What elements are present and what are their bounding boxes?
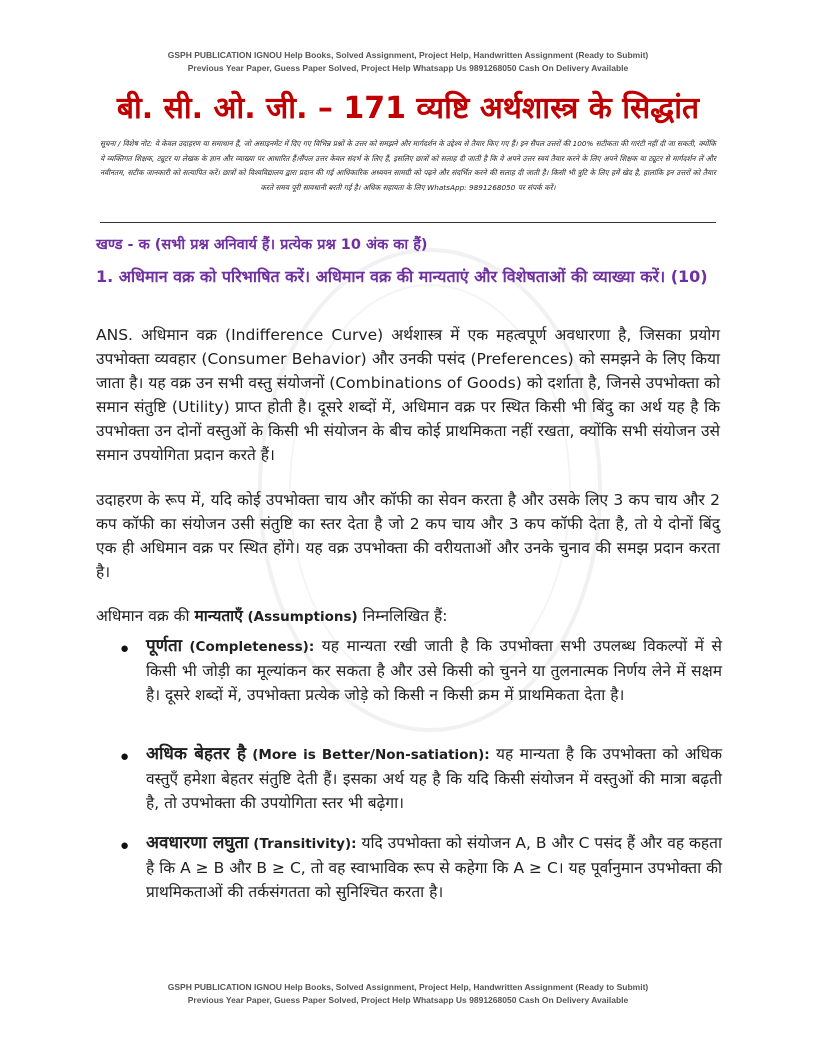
bullet-icon: ●	[120, 640, 130, 657]
assumptions-suffix: निम्नलिखित हैं:	[357, 607, 448, 625]
bullet-icon: ●	[120, 837, 130, 854]
disclaimer-notice: सूचना / विशेष नोट: ये केवल उदाहरण या समाधान हैं, जो असाइनमेंट में दिए गए विभिन्न प्रश्नों के उत्तर को समझने और मार्गदर्शन के उद्देश्य से तैयार किए गए हैं। इन सैंपल उत्तरों की 100% सटीकता की गारंटी नहीं दी जा सकती, क्योंकि ये व्यक्तिगत शिक्षक, ट्यूटर या लेखक के ज्ञान और व्याख्या पर आधारित हैं।सैंपल उत्तर केवल संदर्भ के लिए हैं, इसलिए छात्रों को सलाह दी जाती है कि वे अपने उत्तर स्वयं तैयार करने के लिए अपने शिक्षक या ट्यूटर से मार्गदर्शन लें और नवीनतम, सटीक जानकारी को सत्यापित करें। छात्रों को विश्वविद्यालय द्वारा प्रदान की गई आधिकारिक अध्ययन सामग्री को पढ़ने और संदर्भित करने की सलाह दी जाती है। किसी भी त्रुटि के लिए हमें खेद है, हालांकि इन उत्तरों को तैयार करते समय पूरी सावधानी बरती गई है। अधिक सहायता के लिए WhatsApp: 9891268050 पर संपर्क करें।	[100, 139, 716, 193]
section-heading: खण्ड - क (सभी प्रश्न अनिवार्य हैं। प्रत्येक प्रश्न 10 अंक का हैं)	[96, 237, 428, 253]
assumption-item-transitivity	[146, 831, 722, 904]
assumption-term-en: (Completeness):	[182, 639, 315, 655]
answer-paragraph-1: ANS. अधिमान वक्र (Indifference Curve) अर्थशास्त्र में एक महत्वपूर्ण अवधारणा है, जिसका प्रयोग उपभोक्ता व्यवहार (Consumer Behavior) और उनकी पसंद (Preferences) को समझने के लिए किया जाता है। यह वक्र उन सभी वस्तु संयोजनों (Combinations of Goods) को दर्शाता है, जिनसे उपभोक्ता को समान संतुष्टि (Utility) प्राप्त होती है। दूसरे शब्दों में, अधिमान वक्र पर स्थित किसी भी बिंदु का अर्थ यह है कि उपभोक्ता उन दोनों वस्तुओं के किसी भी संयोजन के बीच कोई प्राथमिकता नहीं रखता, क्योंकि सभी संयोजन उसे समान उपयोगिता प्रदान करते हैं।	[96, 326, 720, 464]
assumptions-intro	[96, 604, 448, 626]
bullet-icon: ●	[120, 748, 130, 765]
footer-line-1: GSPH PUBLICATION IGNOU Help Books, Solved Assignment, Project Help, Handwritten Assignment (Ready to Submit)	[167, 982, 649, 992]
header-line-2: Previous Year Paper, Guess Paper Solved, Project Help Whatsapp Us 9891268050 Cash On Delivery Available	[187, 63, 629, 73]
assumption-term-en: (More is Better/Non-satiation):	[246, 747, 490, 763]
assumptions-prefix: अधिमान वक्र की	[96, 607, 195, 625]
assumption-text: यह मान्यता है कि उपभोक्ता को अधिक वस्तुएँ हमेशा बेहतर संतुष्टि देती हैं। इसका अर्थ यह है कि यदि किसी संयोजन में वस्तुओं की मात्रा बढ़ती है, तो उपभोक्ता की उपयोगिता स्तर भी बढ़ेगा।	[146, 745, 722, 812]
assumption-item-non-satiation	[146, 742, 722, 815]
assumption-term: अधिक बेहतर है	[146, 744, 247, 764]
assumption-term: अवधारणा लघुता	[146, 833, 249, 853]
assumption-term-en: (Transitivity):	[248, 836, 357, 852]
assumptions-bold-en: (Assumptions)	[242, 609, 358, 625]
answer-paragraph-2: उदाहरण के रूप में, यदि कोई उपभोक्ता चाय और कॉफी का सेवन करता है और उसके लिए 3 कप चाय और 2 कप कॉफी का संयोजन उसी संतुष्टि का स्तर देता है जो 2 कप चाय और 3 कप कॉफी देता है, तो ये दोनों बिंदु एक ही अधिमान वक्र पर स्थित होंगे। यह वक्र उपभोक्ता की वरीयताओं और उनके चुनाव की समझ प्रदान करता है।	[96, 491, 720, 581]
header-line-1: GSPH PUBLICATION IGNOU Help Books, Solved Assignment, Project Help, Handwritten Assignment (Ready to Submit)	[167, 50, 649, 60]
assumptions-bold: मान्यताएँ	[194, 607, 243, 625]
footer-line-2: Previous Year Paper, Guess Paper Solved, Project Help Whatsapp Us 9891268050 Cash On Delivery Available	[187, 995, 629, 1005]
page-title: बी. सी. ओ. जी. – 171 व्यष्टि अर्थशास्त्र के सिद्धांत	[116, 91, 700, 126]
assumption-item-completeness	[146, 634, 722, 707]
assumption-text: यदि उपभोक्ता को संयोजन A, B और C पसंद हैं और वह कहता है कि A ≥ B और B ≥ C, तो वह स्वाभाविक रूप से कहेगा कि A ≥ C। यह पूर्वानुमान उपभोक्ता की प्राथमिकताओं की तर्कसंगतता को सुनिश्चित करता है।	[146, 834, 722, 901]
assumption-term: पूर्णता	[146, 636, 183, 656]
assumption-text: यह मान्यता रखी जाती है कि उपभोक्ता सभी उपलब्ध विकल्पों में से किसी भी जोड़ी का मूल्यांकन कर सकता है और उसे किसी को चुनने या तुलनात्मक निर्णय लेने में सक्षम है। दूसरे शब्दों में, उपभोक्ता प्रत्येक जोड़े को किसी न किसी क्रम में प्राथमिकता देता है।	[146, 637, 722, 704]
divider	[100, 222, 716, 223]
question-1: 1. अधिमान वक्र को परिभाषित करें। अधिमान वक्र की मान्यताएं और विशेषताओं की व्याख्या करें। (10)	[96, 267, 708, 286]
